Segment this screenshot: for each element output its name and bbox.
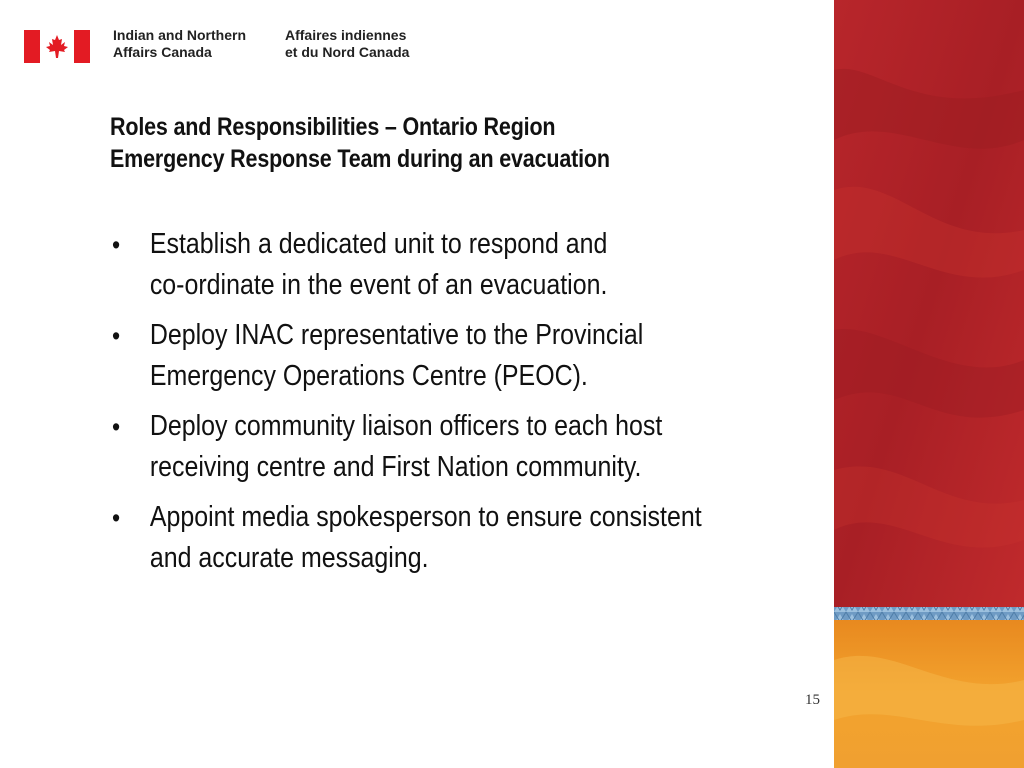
canada-flag-icon — [24, 30, 90, 63]
bullet-marker: • — [112, 321, 121, 351]
bullet-text-line: and accurate messaging. — [149, 542, 429, 574]
slide-title — [110, 111, 712, 175]
page-number: 15 — [805, 692, 820, 708]
department-name-french — [285, 27, 409, 61]
bullet-text-line: co-ordinate in the event of an evacuation. — [149, 269, 608, 301]
bullet-text-line: receiving centre and First Nation community. — [149, 451, 642, 483]
bullet-text-line: Emergency Operations Centre (PEOC). — [149, 360, 588, 392]
bullet-text-line: Establish a dedicated unit to respond and — [149, 228, 608, 260]
slide-title-line: Emergency Response Team during an evacuation — [110, 145, 610, 173]
department-name-french-line: et du Nord Canada — [285, 44, 410, 60]
bullet-marker: • — [112, 503, 121, 533]
bullet-text-line: Deploy community liaison officers to each host — [149, 410, 663, 442]
bullet-item — [112, 224, 783, 306]
department-name-french-line: Affaires indiennes — [285, 27, 407, 43]
bullet-marker: • — [112, 412, 121, 442]
slide-title-line: Roles and Responsibilities – Ontario Region — [110, 113, 556, 141]
department-name-english-line: Affairs Canada — [113, 44, 212, 60]
bullet-item — [112, 497, 783, 579]
bullet-text-line: Deploy INAC representative to the Provincial — [149, 319, 644, 351]
bullet-item — [112, 406, 783, 488]
department-name-english-line: Indian and Northern — [113, 27, 246, 43]
decorative-side-band — [834, 0, 1024, 768]
bullet-item — [112, 315, 783, 397]
bullet-text-line: Appoint media spokesperson to ensure consistent — [149, 501, 702, 533]
bullet-marker: • — [112, 230, 121, 260]
department-name-english — [113, 27, 246, 61]
bullet-list — [112, 224, 783, 588]
